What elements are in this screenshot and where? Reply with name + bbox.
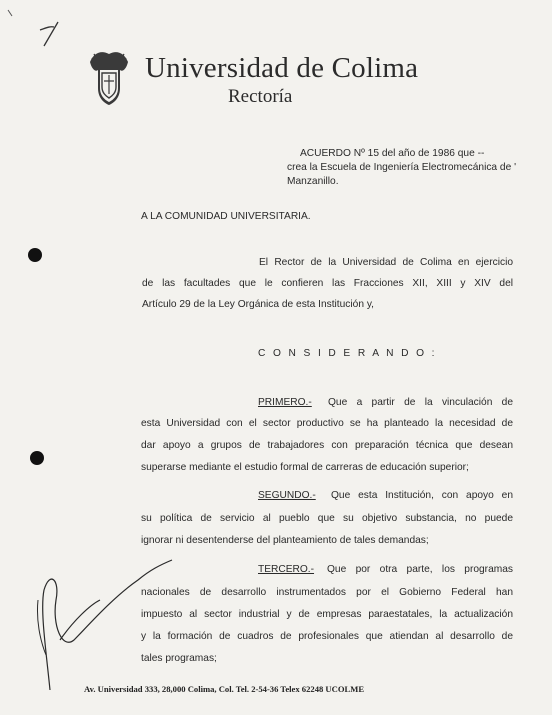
tercero-line-5: tales programas; [141,653,217,664]
segundo-line-1-text: Que esta Institución, con apoyo en [331,490,513,501]
corner-pen-mark-icon [40,22,58,46]
segundo-line-2: su política de servicio al pueblo que su objetivo substancia, no puede [141,513,513,524]
footer-address: Av. Universidad 333, 28,000 Colima, Col. Tel. 2-54-36 Telex 62248 UCOLME [84,684,365,694]
intro-line-3: Artículo 29 de la Ley Orgánica de esta Institución y, [142,299,374,310]
signature-stroke-icon [37,600,46,655]
tercero-line-3: impuesto al sector industrial y de empresas paraestatales, la actualización [141,609,513,620]
considerando-heading: C O N S I D E R A N D O : [258,348,437,359]
intro-line-1: El Rector de la Universidad de Colima en ejercicio [259,257,513,268]
primero-line-1-text: Que a partir de la vinculación de [328,397,513,408]
agreement-line-3: Manzanillo. [287,176,339,187]
primero-line-3: dar apoyo a grupos de trabajadores con preparación técnica que desean [141,440,513,451]
primero-label: PRIMERO.- [258,397,312,408]
university-name: Universidad de Colima [145,52,419,84]
office-title: Rectoría [228,86,293,107]
signature-icon [43,560,172,690]
intro-line-2: de las facultades que le confieren las Fracciones XII, XIII y XIV del [142,278,513,289]
segundo-label: SEGUNDO.- [258,490,316,501]
agreement-line-1: ACUERDO Nº 15 del año de 1986 que -- [300,148,485,159]
primero-line-4: superarse mediante el estudio formal de carreras de educación superior; [141,462,469,473]
tercero-line-2: nacionales de desarrollo instrumentados por el Gobierno Federal han [141,587,513,598]
salutation: A LA COMUNIDAD UNIVERSITARIA. [141,211,311,222]
tercero-line-4: y la formación de cuadros de profesionales que atiendan al desarrollo de [141,631,513,642]
segundo-line-3: ignorar ni desentenderse del planteamiento de tales demandas; [141,535,429,546]
primero-line-2: esta Universidad con el sector productivo se ha planteado la necesidad de [141,418,513,429]
tercero-label: TERCERO.- [258,564,315,575]
tercero-line-1-text: Que por otra parte, los programas [327,564,513,575]
agreement-line-2: crea la Escuela de Ingeniería Electromecánica de ' [287,162,517,173]
corner-dot-mark-icon [8,10,12,16]
